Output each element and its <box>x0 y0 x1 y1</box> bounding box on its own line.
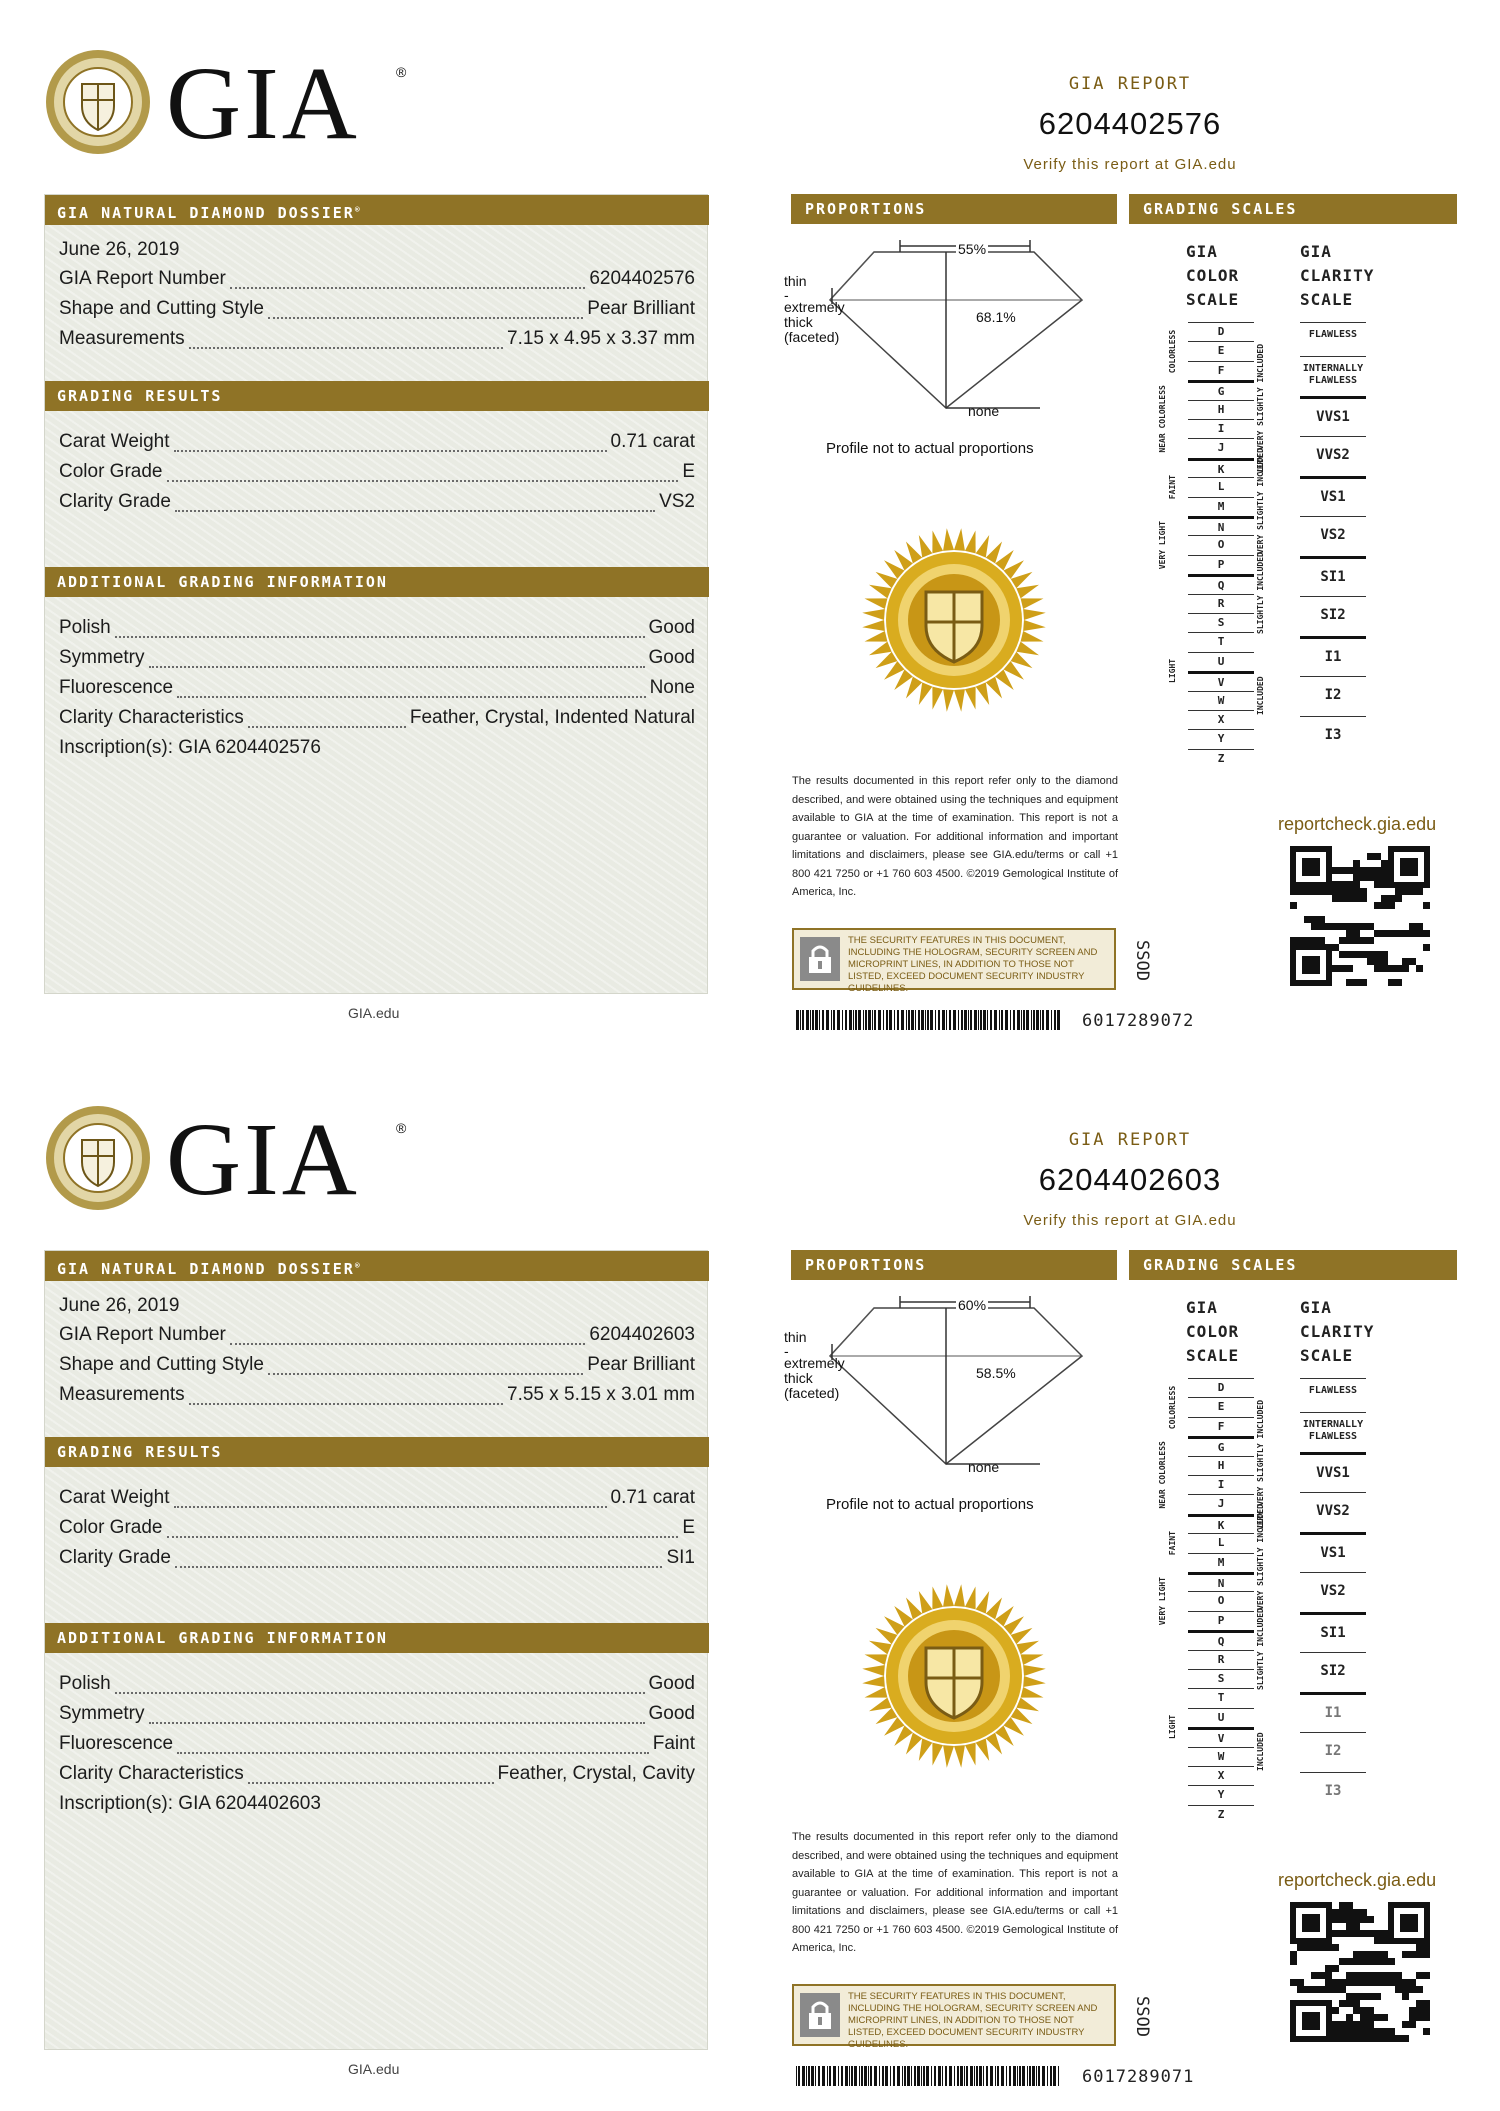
verify-link[interactable]: Verify this report at GIA.edu <box>1023 156 1237 173</box>
polish-value: Good <box>648 1673 695 1694</box>
color-grade-m: M <box>1188 497 1254 516</box>
symmetry-row <box>59 647 695 675</box>
color-group-label: VERY LIGHT <box>1158 1577 1167 1626</box>
disclaimer-text: The results documented in this report refer only to the diamond described, and were obtained using the techniques and equipment available to GIA at the time of examination. This report is not a guarantee or valuation. For additional information and important limitations and disclaimers, please see GIA.edu/terms or call +1 800 421 7250 or +1 760 603 4500. ©2019 Gemological Institute of America, Inc. <box>792 1831 1118 1954</box>
report-number-row <box>59 1324 695 1352</box>
gia-report-label: GIA REPORT <box>1068 74 1192 94</box>
symmetry-value: Good <box>648 647 695 668</box>
symmetry-value: Good <box>648 1703 695 1724</box>
proportions-bar <box>791 194 1117 224</box>
clarity-grade-i3: I3 <box>1300 1772 1366 1812</box>
clarity-group-label: SLIGHTLY INCLUDED <box>1256 1608 1265 1690</box>
color-grade-n: N <box>1188 1572 1254 1591</box>
color-grade-i: I <box>1188 419 1254 438</box>
color-grade-g: G <box>1188 1436 1254 1455</box>
color-row <box>59 461 695 489</box>
verify-link[interactable]: Verify this report at GIA.edu <box>1023 1212 1237 1229</box>
profile-note: Profile not to actual proportions <box>826 1496 1034 1513</box>
profile-note: Profile not to actual proportions <box>826 440 1034 457</box>
color-grade-k: K <box>1188 458 1254 477</box>
lock-icon <box>800 1993 840 2037</box>
report-date: June 26, 2019 <box>59 239 180 260</box>
clarity-grade-si2: SI2 <box>1300 1652 1366 1692</box>
color-label: Color Grade <box>59 1517 163 1538</box>
culet-label: none <box>968 403 1000 419</box>
measurements-value: 7.55 x 5.15 x 3.01 mm <box>507 1384 695 1405</box>
security-text: THE SECURITY FEATURES IN THIS DOCUMENT, INCLUDING THE HOLOGRAM, SECURITY SCREEN AND MICROPRINT LINES, IN ADDITION TO THOSE NOT LISTED, EXCEED DOCUMENT SECURITY INDUSTRY GUIDELINES. <box>848 1991 1098 2050</box>
color-grade-h: H <box>1188 400 1254 419</box>
carat-value: 0.71 carat <box>610 1487 695 1508</box>
shape-value: Pear Brilliant <box>587 1354 695 1375</box>
gia-wordmark: GIA <box>166 1102 360 1217</box>
additional-info-bar <box>45 1623 709 1653</box>
girdle-thick-label: extremely thick (faceted) <box>784 1355 845 1401</box>
girdle-thin-label: thin <box>784 1329 807 1345</box>
gia-report-card <box>0 0 1500 1055</box>
characteristics-label: Clarity Characteristics <box>59 707 244 728</box>
grading-results-bar <box>45 381 709 411</box>
symmetry-label: Symmetry <box>59 1703 145 1724</box>
report-date: June 26, 2019 <box>59 1295 180 1316</box>
leader-dots <box>177 1740 649 1754</box>
leader-dots <box>174 1494 607 1508</box>
color-grade-y: Y <box>1188 1785 1254 1804</box>
clarity-group-label: VERY SLIGHTLY INCLUDED <box>1256 1504 1265 1610</box>
color-grade-t: T <box>1188 1688 1254 1707</box>
color-grade-n: N <box>1188 516 1254 535</box>
clarity-group-label: INCLUDED <box>1256 1732 1265 1772</box>
inscription: Inscription(s): GIA 6204402603 <box>59 1793 321 1814</box>
color-scale-title: GIA COLOR SCALE <box>1186 242 1240 309</box>
symmetry-row <box>59 1703 695 1731</box>
girdle-thick-label: extremely thick (faceted) <box>784 299 845 345</box>
characteristics-row <box>59 707 695 735</box>
polish-label: Polish <box>59 617 111 638</box>
clarity-grade-i1: I1 <box>1300 1692 1366 1732</box>
girdle-dash: - <box>784 287 789 303</box>
color-grade-x: X <box>1188 710 1254 729</box>
color-grade-f: F <box>1188 361 1254 380</box>
clarity-label: Clarity Grade <box>59 491 171 512</box>
dossier-mark: ® <box>354 1261 362 1270</box>
gia-hologram-seal-icon <box>860 1582 1048 1770</box>
color-grade-q: Q <box>1188 574 1254 593</box>
proportions-diagram <box>780 238 1120 428</box>
measurements-label: Measurements <box>59 1384 185 1405</box>
carat-row <box>59 431 695 459</box>
color-grade-r: R <box>1188 594 1254 613</box>
dossier-panel <box>44 1250 708 2050</box>
leader-dots <box>230 1331 585 1345</box>
color-grade-w: W <box>1188 691 1254 710</box>
measurements-value: 7.15 x 4.95 x 3.37 mm <box>507 328 695 349</box>
clarity-grade-flawless: FLAWLESS <box>1300 1378 1366 1412</box>
report-number-value: 6204402603 <box>589 1324 695 1345</box>
color-grade-s: S <box>1188 1669 1254 1688</box>
barcode-number: 6017289071 <box>1082 2067 1195 2087</box>
characteristics-value: Feather, Crystal, Indented Natural <box>409 707 695 728</box>
color-grade-e: E <box>1188 1397 1254 1416</box>
color-grade-m: M <box>1188 1553 1254 1572</box>
leader-dots <box>167 468 679 482</box>
girdle-dash: - <box>784 1343 789 1359</box>
clarity-grade-si2: SI2 <box>1300 596 1366 636</box>
depth-percentage: 68.1% <box>976 309 1016 325</box>
ssod-code: SSOD <box>1132 1995 1152 2037</box>
color-grade-u: U <box>1188 652 1254 671</box>
leader-dots <box>167 1524 679 1538</box>
clarity-value: VS2 <box>659 491 695 512</box>
measurements-row <box>59 1384 695 1412</box>
leader-dots <box>149 654 645 668</box>
color-grade-z: Z <box>1188 749 1254 768</box>
clarity-grade-vvs1: VVS1 <box>1300 1452 1366 1492</box>
color-grade-l: L <box>1188 477 1254 496</box>
fluorescence-label: Fluorescence <box>59 677 174 698</box>
leader-dots <box>248 1770 494 1784</box>
table-percentage: 55% <box>958 241 987 257</box>
fluorescence-label: Fluorescence <box>59 1733 174 1754</box>
clarity-grade-si1: SI1 <box>1300 556 1366 596</box>
grading-scales-bar <box>1129 194 1457 224</box>
additional-info-title: ADDITIONAL GRADING INFORMATION <box>57 573 388 591</box>
report-number-row <box>59 268 695 296</box>
color-label: Color Grade <box>59 461 163 482</box>
clarity-grade-i3: I3 <box>1300 716 1366 756</box>
gia-logo <box>44 1102 407 1217</box>
color-grade-z: Z <box>1188 1805 1254 1824</box>
color-group-label: FAINT <box>1168 474 1177 499</box>
proportions-title: PROPORTIONS <box>805 1256 927 1274</box>
report-number-label: GIA Report Number <box>59 268 226 289</box>
gia-report-number: 6204402603 <box>1038 1162 1222 1197</box>
leader-dots <box>189 1391 503 1405</box>
gia-report-label: GIA REPORT <box>1068 1130 1192 1150</box>
color-grade-e: E <box>1188 341 1254 360</box>
color-grade-o: O <box>1188 1591 1254 1610</box>
clarity-group-label: INCLUDED <box>1256 676 1265 716</box>
barcode-number: 6017289072 <box>1082 1011 1195 1031</box>
color-grade-v: V <box>1188 1727 1254 1746</box>
clarity-row <box>59 491 695 519</box>
leader-dots <box>174 438 607 452</box>
carat-label: Carat Weight <box>59 1487 170 1508</box>
registered-mark: ® <box>396 64 407 80</box>
color-row <box>59 1517 695 1545</box>
disclaimer-text: The results documented in this report refer only to the diamond described, and were obtained using the techniques and equipment available to GIA at the time of examination. This report is not a guarantee or valuation. For additional information and important limitations and disclaimers, please see GIA.edu/terms or call +1 800 421 7250 or +1 760 603 4500. ©2019 Gemological Institute of America, Inc. <box>792 775 1118 898</box>
clarity-grade-internally-flawless: INTERNALLY FLAWLESS <box>1300 356 1366 396</box>
fluorescence-row <box>59 677 695 705</box>
grading-scales-bar <box>1129 1250 1457 1280</box>
grading-results-bar <box>45 1437 709 1467</box>
leader-dots <box>268 305 583 319</box>
dossier-title-bar <box>45 1251 709 1281</box>
table-percentage: 60% <box>958 1297 987 1313</box>
color-grade-t: T <box>1188 632 1254 651</box>
dossier-panel <box>44 194 708 994</box>
color-grade-x: X <box>1188 1766 1254 1785</box>
barcode-icon <box>796 2066 1062 2086</box>
polish-label: Polish <box>59 1673 111 1694</box>
reportcheck-link[interactable]: reportcheck.gia.edu <box>1278 814 1437 834</box>
characteristics-row <box>59 1763 695 1791</box>
girdle-thin-label: thin <box>784 273 807 289</box>
clarity-value: SI1 <box>666 1547 695 1568</box>
fluorescence-row <box>59 1733 695 1761</box>
leader-dots <box>175 1554 663 1568</box>
polish-row <box>59 617 695 645</box>
color-grade-v: V <box>1188 671 1254 690</box>
color-grade-u: U <box>1188 1708 1254 1727</box>
color-grade-r: R <box>1188 1650 1254 1669</box>
clarity-grade-si1: SI1 <box>1300 1612 1366 1652</box>
color-grade-i: I <box>1188 1475 1254 1494</box>
proportions-bar <box>791 1250 1117 1280</box>
color-grade-s: S <box>1188 613 1254 632</box>
clarity-grade-vs1: VS1 <box>1300 1532 1366 1572</box>
clarity-group-label: VERY VERY SLIGHTLY INCLUDED <box>1256 1399 1265 1530</box>
clarity-scale-title: GIA CLARITY SCALE <box>1300 242 1375 309</box>
shape-row <box>59 1354 695 1382</box>
report-number-value: 6204402576 <box>589 268 695 289</box>
clarity-grade-vvs2: VVS2 <box>1300 1492 1366 1532</box>
color-grade-w: W <box>1188 1747 1254 1766</box>
gia-wordmark: GIA <box>166 46 360 161</box>
color-grade-h: H <box>1188 1456 1254 1475</box>
color-grade-d: D <box>1188 322 1254 341</box>
polish-row <box>59 1673 695 1701</box>
characteristics-value: Feather, Crystal, Cavity <box>497 1763 695 1784</box>
grading-scales-title: GRADING SCALES <box>1143 200 1298 218</box>
color-grade-j: J <box>1188 1494 1254 1513</box>
shape-label: Shape and Cutting Style <box>59 1354 264 1375</box>
leader-dots <box>248 714 406 728</box>
culet-label: none <box>968 1459 1000 1475</box>
additional-info-bar <box>45 567 709 597</box>
security-features-box <box>792 1984 1116 2050</box>
clarity-grade-vs1: VS1 <box>1300 476 1366 516</box>
fluorescence-value: Faint <box>652 1733 695 1754</box>
color-group-label: VERY LIGHT <box>1158 521 1167 570</box>
color-grade-q: Q <box>1188 1630 1254 1649</box>
reportcheck-link[interactable]: reportcheck.gia.edu <box>1278 1870 1437 1890</box>
registered-mark: ® <box>396 1120 407 1136</box>
clarity-group-label: SLIGHTLY INCLUDED <box>1256 552 1265 634</box>
clarity-grade-flawless: FLAWLESS <box>1300 322 1366 356</box>
security-text: THE SECURITY FEATURES IN THIS DOCUMENT, INCLUDING THE HOLOGRAM, SECURITY SCREEN AND MICROPRINT LINES, IN ADDITION TO THOSE NOT LISTED, EXCEED DOCUMENT SECURITY INDUSTRY GUIDELINES. <box>848 935 1098 994</box>
clarity-grade-i2: I2 <box>1300 1732 1366 1772</box>
barcode-icon <box>796 1010 1062 1030</box>
clarity-grade-vs2: VS2 <box>1300 1572 1366 1612</box>
color-group-label: NEAR COLORLESS <box>1158 385 1167 453</box>
measurements-row <box>59 328 695 356</box>
color-group-label: LIGHT <box>1168 1715 1177 1740</box>
clarity-label: Clarity Grade <box>59 1547 171 1568</box>
gia-report-card <box>0 1056 1500 2111</box>
gia-logo <box>44 46 407 161</box>
measurements-label: Measurements <box>59 328 185 349</box>
clarity-grade-i1: I1 <box>1300 636 1366 676</box>
proportions-diagram <box>780 1294 1120 1484</box>
color-value: E <box>682 1517 695 1538</box>
leader-dots <box>230 275 585 289</box>
leader-dots <box>115 624 645 638</box>
fluorescence-value: None <box>649 677 695 698</box>
leader-dots <box>149 1710 645 1724</box>
shape-row <box>59 298 695 326</box>
leader-dots <box>189 335 503 349</box>
color-grade-l: L <box>1188 1533 1254 1552</box>
color-scale-title: GIA COLOR SCALE <box>1186 1298 1240 1365</box>
grading-scales-title: GRADING SCALES <box>1143 1256 1298 1274</box>
color-group-label: NEAR COLORLESS <box>1158 1441 1167 1509</box>
clarity-grade-vvs2: VVS2 <box>1300 436 1366 476</box>
clarity-group-label: VERY VERY SLIGHTLY INCLUDED <box>1256 343 1265 474</box>
dossier-mark: ® <box>354 205 362 214</box>
carat-label: Carat Weight <box>59 431 170 452</box>
qr-code-icon[interactable] <box>1290 1902 1430 2042</box>
color-group-label: FAINT <box>1168 1530 1177 1555</box>
clarity-grade-internally-flawless: INTERNALLY FLAWLESS <box>1300 1412 1366 1452</box>
symmetry-label: Symmetry <box>59 647 145 668</box>
carat-value: 0.71 carat <box>610 431 695 452</box>
grading-results-title: GRADING RESULTS <box>57 387 223 405</box>
gia-report-number: 6204402576 <box>1038 106 1222 141</box>
color-grade-k: K <box>1188 1514 1254 1533</box>
gia-edu-link[interactable]: GIA.edu <box>348 1005 400 1021</box>
inscription: Inscription(s): GIA 6204402576 <box>59 737 321 758</box>
gia-seal-small-icon <box>44 1104 152 1212</box>
gia-seal-small-icon <box>44 48 152 156</box>
color-grade-o: O <box>1188 535 1254 554</box>
color-grade-y: Y <box>1188 729 1254 748</box>
shape-label: Shape and Cutting Style <box>59 298 264 319</box>
additional-info-title: ADDITIONAL GRADING INFORMATION <box>57 1629 388 1647</box>
leader-dots <box>175 498 655 512</box>
leader-dots <box>268 1361 583 1375</box>
dossier-title: GIA NATURAL DIAMOND DOSSIER <box>57 1260 355 1278</box>
clarity-group-label: VERY SLIGHTLY INCLUDED <box>1256 448 1265 554</box>
color-value: E <box>682 461 695 482</box>
polish-value: Good <box>648 617 695 638</box>
color-grade-f: F <box>1188 1417 1254 1436</box>
depth-percentage: 58.5% <box>976 1365 1016 1381</box>
ssod-code: SSOD <box>1132 939 1152 981</box>
dossier-title: GIA NATURAL DIAMOND DOSSIER <box>57 204 355 222</box>
color-grade-g: G <box>1188 380 1254 399</box>
leader-dots <box>115 1680 645 1694</box>
color-grade-j: J <box>1188 438 1254 457</box>
gia-edu-link[interactable]: GIA.edu <box>348 2061 400 2077</box>
proportions-title: PROPORTIONS <box>805 200 927 218</box>
shape-value: Pear Brilliant <box>587 298 695 319</box>
clarity-grade-vvs1: VVS1 <box>1300 396 1366 436</box>
color-group-label: COLORLESS <box>1168 329 1177 373</box>
carat-row <box>59 1487 695 1515</box>
clarity-scale-title: GIA CLARITY SCALE <box>1300 1298 1375 1365</box>
characteristics-label: Clarity Characteristics <box>59 1763 244 1784</box>
lock-icon <box>800 937 840 981</box>
clarity-row <box>59 1547 695 1575</box>
report-number-label: GIA Report Number <box>59 1324 226 1345</box>
color-grade-p: P <box>1188 555 1254 574</box>
grading-results-title: GRADING RESULTS <box>57 1443 223 1461</box>
color-grade-d: D <box>1188 1378 1254 1397</box>
gia-hologram-seal-icon <box>860 526 1048 714</box>
color-grade-p: P <box>1188 1611 1254 1630</box>
color-group-label: LIGHT <box>1168 659 1177 684</box>
dossier-title-bar <box>45 195 709 225</box>
clarity-grade-i2: I2 <box>1300 676 1366 716</box>
leader-dots <box>177 684 646 698</box>
clarity-grade-vs2: VS2 <box>1300 516 1366 556</box>
color-group-label: COLORLESS <box>1168 1385 1177 1429</box>
qr-code-icon[interactable] <box>1290 846 1430 986</box>
security-features-box <box>792 928 1116 994</box>
